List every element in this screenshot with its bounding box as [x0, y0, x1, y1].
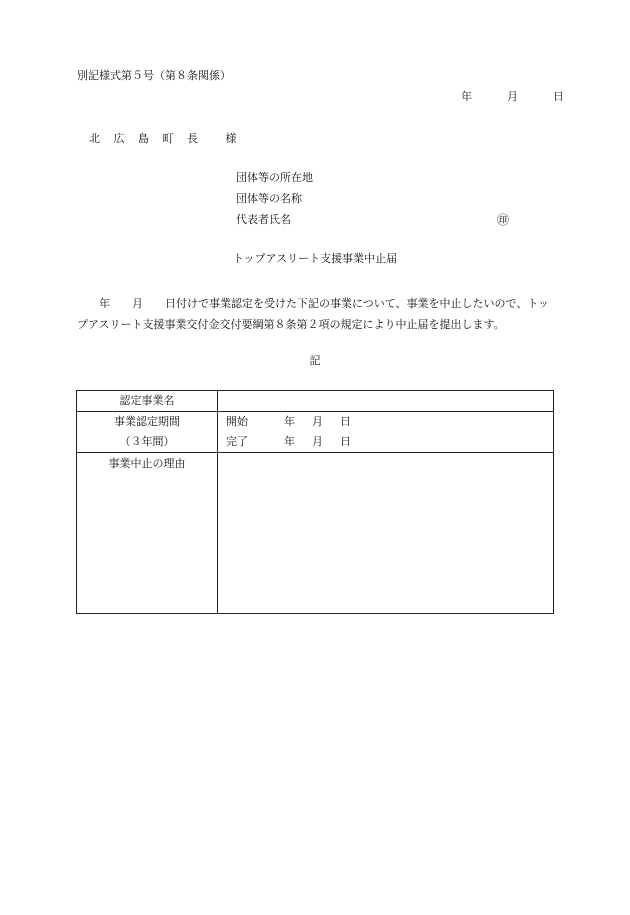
addressee-char: 長	[187, 132, 198, 145]
addressee	[89, 132, 237, 145]
form-number: 別記様式第５号（第８条関係）	[77, 69, 231, 82]
table-row	[77, 453, 554, 614]
details-table	[76, 390, 554, 614]
period-sub-label: （３年間）	[119, 435, 175, 448]
start-label: 開始	[226, 415, 248, 428]
date-day: 日	[553, 90, 564, 103]
end-label: 完了	[226, 435, 248, 448]
body-month: 月	[132, 297, 143, 310]
seal-icon: ㊞	[497, 213, 510, 227]
ki-heading: 記	[309, 354, 321, 367]
applicant-representative-row	[236, 213, 516, 234]
date-year: 年	[461, 90, 472, 103]
end-year: 年	[284, 435, 295, 448]
applicant-block	[236, 171, 516, 234]
period-label-cell	[77, 412, 218, 453]
applicant-address-label: 団体等の所在地	[236, 171, 313, 184]
reason-value	[218, 453, 554, 614]
addressee-honorific: 様	[225, 132, 237, 145]
addressee-char: 町	[162, 132, 174, 145]
body-year: 年	[99, 297, 110, 310]
body-text: 日付けで事業認定を受けた下記の事業について、事業を中止したいので、トップアスリート支援事業交付金交付要綱第８条第２項の規定により中止届を提出します。	[77, 297, 550, 331]
end-day: 日	[340, 435, 351, 448]
period-value-cell	[218, 412, 554, 453]
period-start	[226, 412, 553, 432]
addressee-char: 島	[138, 132, 149, 145]
addressee-char: 広	[113, 132, 125, 145]
table-row	[77, 391, 554, 412]
date-line	[461, 90, 564, 103]
project-name-label: 認定事業名	[77, 391, 218, 412]
start-year: 年	[284, 415, 295, 428]
reason-label: 事業中止の理由	[77, 453, 218, 614]
body-paragraph	[77, 293, 553, 335]
addressee-char: 北	[89, 132, 100, 145]
representative-label: 代表者氏名	[236, 213, 291, 226]
start-day: 日	[340, 415, 351, 428]
table-row	[77, 412, 554, 453]
document-title: トップアスリート支援事業中止届	[232, 252, 398, 265]
start-month: 月	[312, 415, 323, 428]
period-end	[226, 432, 553, 452]
date-month: 月	[507, 90, 518, 103]
applicant-name-label: 団体等の名称	[236, 192, 302, 205]
end-month: 月	[312, 435, 323, 448]
period-label: 事業認定期間	[114, 415, 180, 428]
project-name-value	[218, 391, 554, 412]
